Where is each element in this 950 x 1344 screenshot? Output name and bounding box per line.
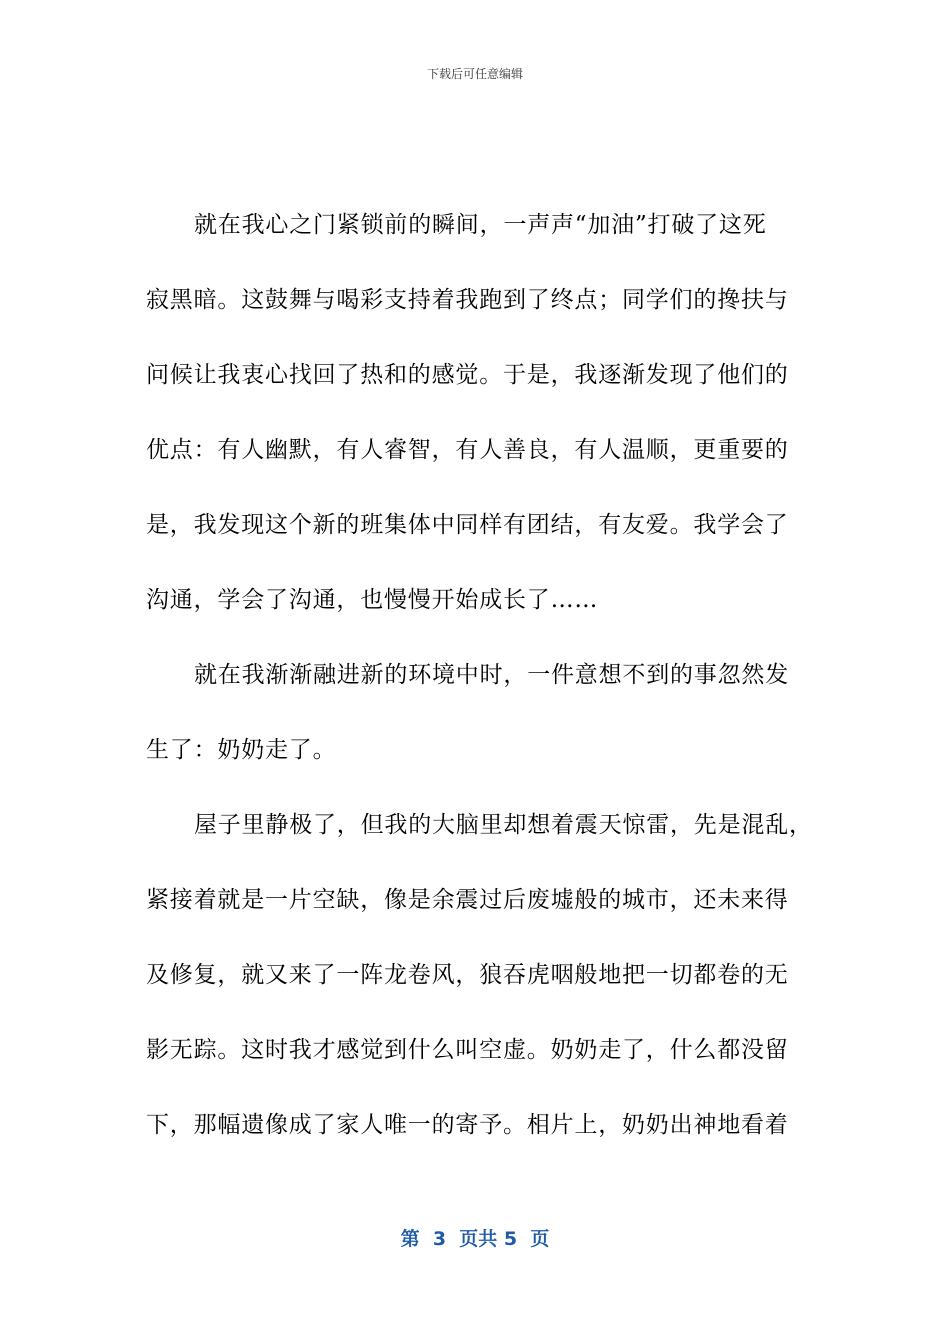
page-header: 下载后可任意编辑 xyxy=(426,67,523,81)
paragraph-line: 生了：奶奶走了。 xyxy=(146,737,337,763)
paragraph-line: 沟通，学会了沟通，也慢慢开始成长了…… xyxy=(146,587,599,613)
paragraph-line: 是，我发现这个新的班集体中同样有团结，有友爱。我学会了 xyxy=(146,512,789,538)
paragraph-line: 紧接着就是一片空缺，像是余震过后废墟般的城市，还未来得 xyxy=(146,887,789,913)
paragraph-line: 问候让我衷心找回了热和的感觉。于是，我逐渐发现了他们的 xyxy=(146,362,789,388)
paragraph-line: 及修复，就又来了一阵龙卷风，狼吞虎咽般地把一切都卷的无 xyxy=(146,962,789,988)
paragraph-line: 寂黑暗。这鼓舞与喝彩支持着我跑到了终点；同学们的搀扶与 xyxy=(146,287,789,313)
page-footer: 第 3 页共 5 页 xyxy=(400,1228,550,1250)
paragraph-line: 优点：有人幽默，有人睿智，有人善良，有人温顺，更重要的 xyxy=(146,437,789,463)
paragraph-line: 就在我渐渐融进新的环境中时，一件意想不到的事忽然发 xyxy=(194,662,789,688)
paragraph-line: 就在我心之门紧锁前的瞬间，一声声“加油”打破了这死 xyxy=(194,212,767,238)
paragraph-line: 屋子里静极了，但我的大脑里却想着震天惊雷，先是混乱， xyxy=(194,812,813,838)
paragraph-line: 下，那幅遗像成了家人唯一的寄予。相片上，奶奶出神地看着 xyxy=(146,1112,789,1138)
document-body xyxy=(146,188,813,1163)
paragraph-line: 影无踪。这时我才感觉到什么叫空虚。奶奶走了，什么都没留 xyxy=(146,1037,789,1063)
